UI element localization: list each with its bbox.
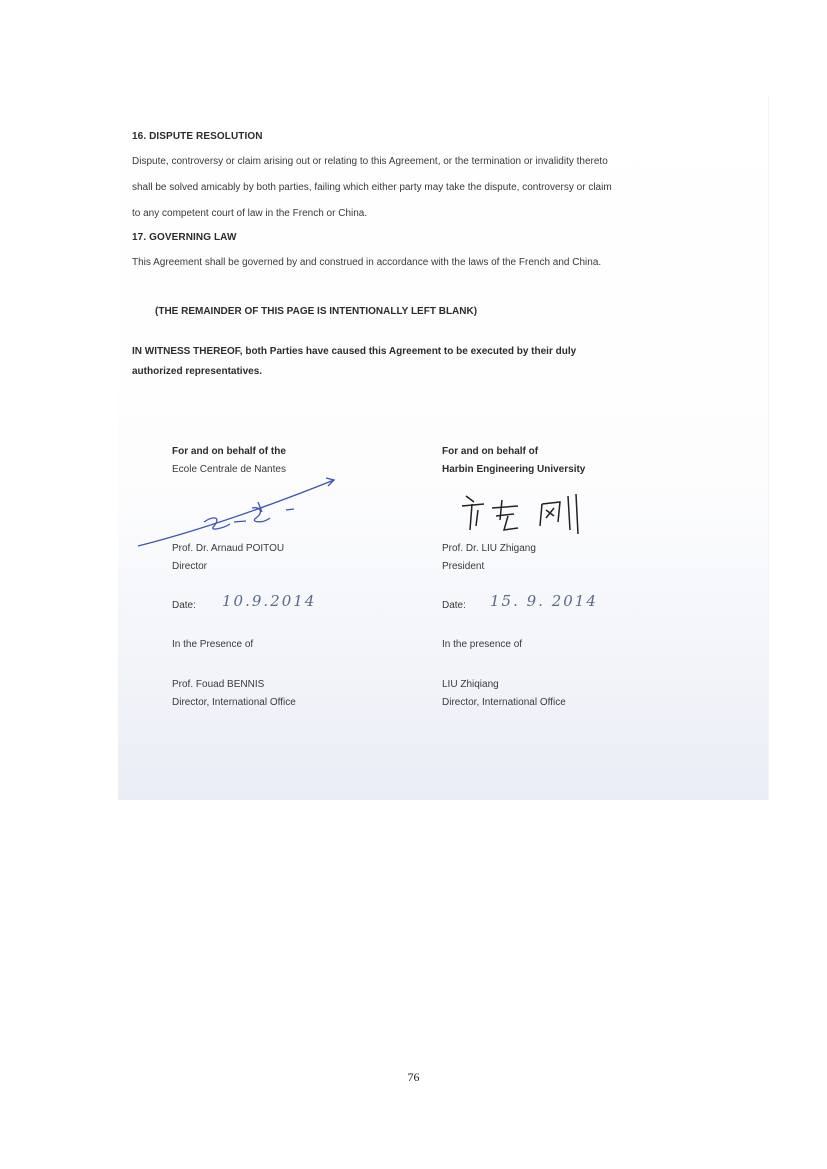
page-number: 76 [407,1070,420,1084]
blank-notice: (THE REMAINDER OF THIS PAGE IS INTENTIONALLY LEFT BLANK) [155,306,478,317]
right-date-value: 15. 9. 2014 [490,592,598,610]
right-witness-title: Director, International Office [442,697,566,708]
right-behalf: For and on behalf of [442,446,539,457]
right-witness-name: LIU Zhiqiang [442,679,499,690]
left-date-value: 10.9.2014 [222,592,317,610]
left-date-label: Date: [172,600,196,611]
section-17-text: This Agreement shall be governed by and construed in accordance with the laws of the French and China. [132,257,602,268]
right-signatory-title: President [442,561,485,572]
section-16-line-3: to any competent court of law in the French or China. [132,208,368,219]
section-16-heading: 16. DISPUTE RESOLUTION [132,131,263,142]
witness-line-2: authorized representatives. [132,366,263,377]
section-17-heading: 17. GOVERNING LAW [132,232,237,243]
left-signature-icon [134,472,344,552]
right-signatory-name: Prof. Dr. LIU Zhigang [442,543,536,554]
section-16-line-1: Dispute, controversy or claim arising out or relating to this Agreement, or the termination or invalidity thereto [132,156,608,167]
left-institution: Ecole Centrale de Nantes [172,464,286,475]
left-witness-name: Prof. Fouad BENNIS [172,679,265,690]
right-signature-icon [456,490,606,536]
right-institution: Harbin Engineering University [442,464,586,475]
left-behalf: For and on behalf of the [172,446,286,457]
right-date-label: Date: [442,600,466,611]
left-signatory-title: Director [172,561,208,572]
left-presence: In the Presence of [172,639,254,650]
left-witness-title: Director, International Office [172,697,296,708]
right-presence: In the presence of [442,639,523,650]
section-16-line-2: shall be solved amicably by both parties, failing which either party may take the dispute, controversy or claim [132,182,612,193]
witness-line-1: IN WITNESS THEREOF, both Parties have caused this Agreement to be executed by their duly [132,346,577,357]
left-signatory-name: Prof. Dr. Arnaud POITOU [172,543,285,554]
